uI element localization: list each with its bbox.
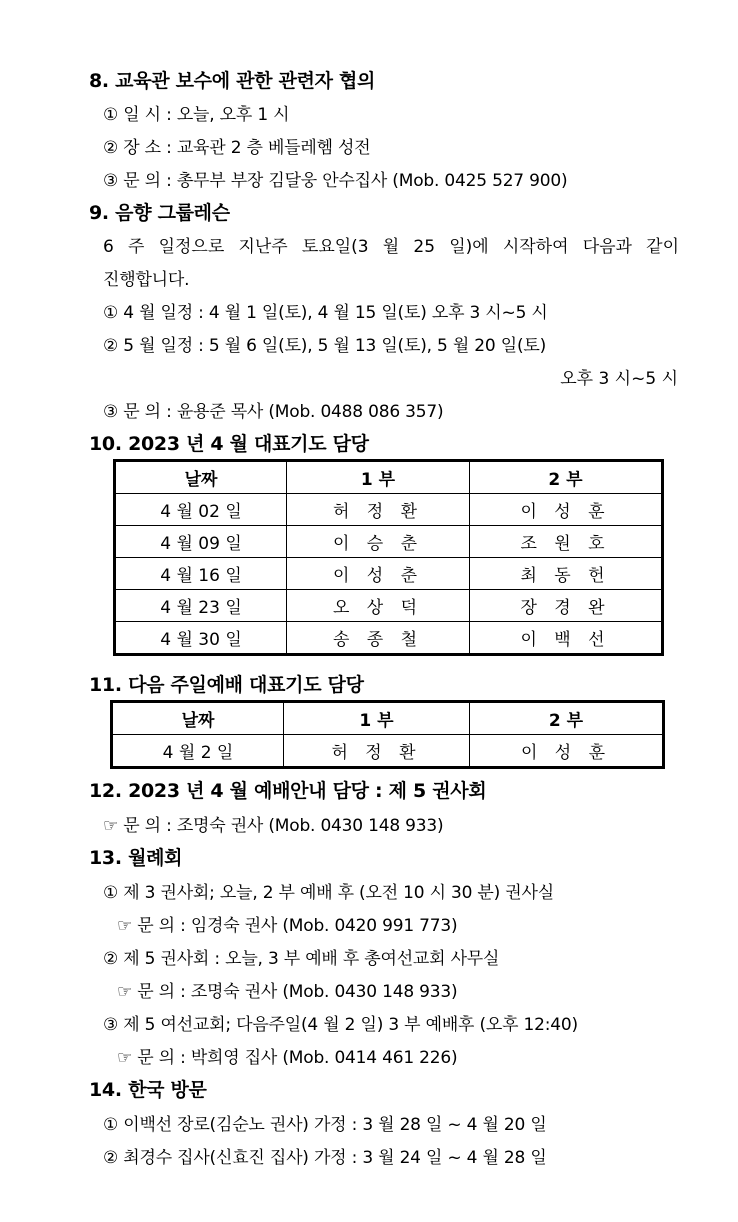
header-service-2: 2 부 — [470, 461, 663, 494]
s13-item-group5: ② 제 5 권사회 : 오늘, 3 부 예배 후 총여선교회 사무실 — [103, 949, 500, 969]
cell-service-1: 송 종 철 — [287, 622, 470, 655]
cell-service-1: 이 승 춘 — [287, 526, 470, 558]
cell-service-2: 장 경 완 — [470, 590, 663, 622]
table-row — [112, 735, 664, 768]
cell-service-2: 이 성 훈 — [470, 735, 664, 768]
s13-item-group3: ① 제 3 권사회; 오늘, 2 부 예배 후 (오전 10 시 30 분) 권사실 — [103, 883, 554, 903]
s8-item-place: ② 장 소 : 교육관 2 층 베들레헴 성전 — [103, 138, 371, 158]
s9-item-contact: ③ 문 의 : 윤용준 목사 (Mob. 0488 086 357) — [103, 402, 444, 422]
table-row — [115, 558, 663, 590]
table-header-row — [115, 461, 663, 494]
cell-service-2: 조 원 호 — [470, 526, 663, 558]
s14-visit-2: ② 최경수 집사(신효진 집사) 가정 : 3 월 24 일 ~ 4 월 28 일 — [103, 1148, 547, 1168]
section-14-title: 14. 한국 방문 — [89, 1079, 207, 1101]
s8-item-contact: ③ 문 의 : 총무부 부장 김달웅 안수집사 (Mob. 0425 527 900) — [103, 171, 568, 191]
section-11-title: 11. 다음 주일예배 대표기도 담당 — [89, 674, 364, 696]
prayer-schedule-table — [113, 459, 664, 656]
s8-item-time: ① 일 시 : 오늘, 오후 1 시 — [103, 105, 290, 125]
section-12-title: 12. 2023 년 4 월 예배안내 담당 : 제 5 권사회 — [89, 780, 487, 802]
next-sunday-prayer-table — [110, 700, 665, 769]
s14-visit-1: ① 이백선 장로(김순노 권사) 가정 : 3 월 28 일 ~ 4 월 20 일 — [103, 1115, 547, 1135]
s9-item-may-time: 오후 3 시~5 시 — [560, 369, 678, 389]
cell-date: 4 월 16 일 — [115, 558, 287, 590]
table-row — [115, 590, 663, 622]
table-header-row — [112, 702, 664, 735]
cell-service-1: 허 정 환 — [284, 735, 470, 768]
cell-service-2: 최 동 헌 — [470, 558, 663, 590]
cell-date: 4 월 02 일 — [115, 494, 287, 526]
s12-contact: ☞ 문 의 : 조명숙 권사 (Mob. 0430 148 933) — [103, 816, 444, 836]
cell-date: 4 월 09 일 — [115, 526, 287, 558]
table-row — [115, 494, 663, 526]
s9-item-may: ② 5 월 일정 : 5 월 6 일(토), 5 월 13 일(토), 5 월 20 일(토) — [103, 336, 547, 356]
s9-paragraph-line2: 진행합니다. — [103, 270, 190, 290]
section-13-title: 13. 월례회 — [89, 847, 183, 869]
cell-date: 4 월 2 일 — [112, 735, 284, 768]
table-row — [115, 526, 663, 558]
header-service-1: 1 부 — [287, 461, 470, 494]
s13-contact-group5: ☞ 문 의 : 조명숙 권사 (Mob. 0430 148 933) — [117, 982, 458, 1002]
section-10-title: 10. 2023 년 4 월 대표기도 담당 — [89, 433, 369, 455]
cell-service-1: 이 성 춘 — [287, 558, 470, 590]
header-date: 날짜 — [112, 702, 284, 735]
s9-paragraph-line1: 6 주 일정으로 지난주 토요일(3 월 25 일)에 시작하여 다음과 같이 — [103, 237, 679, 257]
s9-item-april: ① 4 월 일정 : 4 월 1 일(토), 4 월 15 일(토) 오후 3 시~5 시 — [103, 303, 548, 323]
table-row — [115, 622, 663, 655]
header-service-2: 2 부 — [470, 702, 664, 735]
cell-date: 4 월 23 일 — [115, 590, 287, 622]
cell-date: 4 월 30 일 — [115, 622, 287, 655]
cell-service-1: 허 정 환 — [287, 494, 470, 526]
cell-service-2: 이 백 선 — [470, 622, 663, 655]
section-9-title: 9. 음향 그룹레슨 — [89, 202, 230, 224]
s13-item-womens-group5: ③ 제 5 여선교회; 다음주일(4 월 2 일) 3 부 예배후 (오후 12:40) — [103, 1015, 578, 1035]
header-date: 날짜 — [115, 461, 287, 494]
header-service-1: 1 부 — [284, 702, 470, 735]
s13-contact-group3: ☞ 문 의 : 임경숙 권사 (Mob. 0420 991 773) — [117, 916, 458, 936]
cell-service-1: 오 상 덕 — [287, 590, 470, 622]
section-8-title: 8. 교육관 보수에 관한 관련자 협의 — [89, 70, 376, 92]
cell-service-2: 이 성 훈 — [470, 494, 663, 526]
s13-contact-womens-group5: ☞ 문 의 : 박희영 집사 (Mob. 0414 461 226) — [117, 1048, 458, 1068]
